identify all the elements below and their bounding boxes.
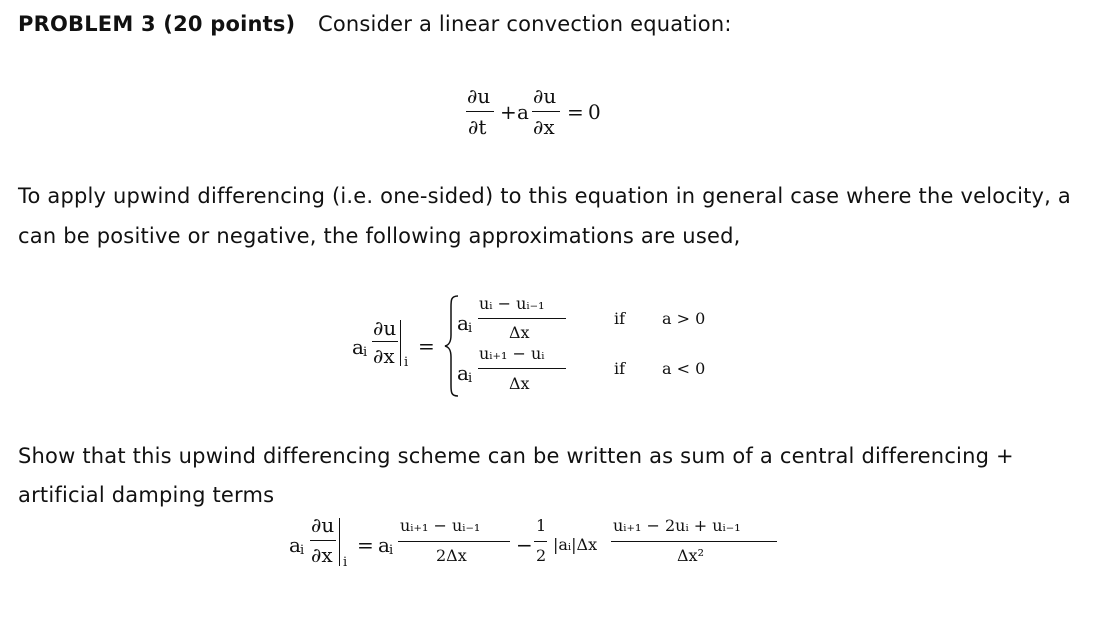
eq2-case1-denominator: Δx [509,323,530,342]
eq2-lhs-dx: ∂x [373,344,395,368]
eq2-lhs-a-subscript: i [363,345,368,360]
eq1-a: a [517,100,529,124]
eq3-half-fraction-bar [534,541,547,542]
eq1-equals: = [567,100,584,124]
eq2-case1-fraction-bar [478,318,566,319]
problem-title: PROBLEM 3 (20 points) [18,12,296,36]
eq1-fraction-bar-1 [466,111,494,112]
eq3-lhs-fraction-bar [310,540,336,541]
eq3-evaluation-bar [339,518,340,566]
eq2-evaluation-subscript: i [404,355,409,370]
eq1-du-dx-numerator: ∂u [533,84,557,108]
eq2-case1-if: if [614,309,626,328]
eq3-damping-coefficient: |aᵢ|Δx [553,535,598,554]
paragraph-2-line-1: Show that this upwind differencing scheme can be written as sum of a central differencing + [18,444,1014,468]
eq1-plus: + [500,100,517,124]
eq3-damping-denominator: Δx² [677,546,704,565]
eq3-minus: − [516,533,533,557]
eq3-half-numerator: 1 [536,516,547,535]
eq2-case1-a: a [457,311,469,335]
eq2-case1-condition: a > 0 [662,309,706,328]
eq3-equals: = [357,533,374,557]
eq2-case2-numerator: uᵢ₊₁ − uᵢ [479,344,545,363]
eq3-damping-numerator: uᵢ₊₁ − 2uᵢ + uᵢ₋₁ [613,516,741,535]
eq1-dx-denominator: ∂x [533,115,555,139]
eq3-lhs-a-subscript: i [300,543,305,558]
eq2-case1-numerator: uᵢ − uᵢ₋₁ [479,294,545,313]
eq2-case2-denominator: Δx [509,374,530,393]
eq1-zero: 0 [588,100,601,124]
eq3-damping-fraction-bar [611,541,777,542]
eq3-central-denominator: 2Δx [436,546,467,565]
eq3-lhs-dx: ∂x [311,543,333,567]
eq3-half-denominator: 2 [536,546,547,565]
eq3-central-fraction-bar [398,541,510,542]
eq2-case2-condition: a < 0 [662,359,706,378]
eq3-rhs-a-subscript: i [389,543,394,558]
eq2-case2-fraction-bar [478,368,566,369]
problem-intro: Consider a linear convection equation: [318,12,732,36]
eq3-lhs-du: ∂u [311,513,335,537]
paragraph-1-line-2: can be positive or negative, the following approximations are used, [18,224,741,248]
eq2-case1-a-subscript: i [468,321,473,336]
paragraph-1-line-1: To apply upwind differencing (i.e. one-sided) to this equation in general case where the velocity, a [18,184,1071,208]
eq2-lhs-a: a [352,335,364,359]
eq2-case2-a: a [457,361,469,385]
eq3-lhs-a: a [289,533,301,557]
eq2-case2-if: if [614,359,626,378]
paragraph-2-line-2: artificial damping terms [18,483,275,507]
eq2-case2-a-subscript: i [468,371,473,386]
eq1-du-dt-numerator: ∂u [467,84,491,108]
eq2-evaluation-bar [400,320,401,366]
eq3-central-numerator: uᵢ₊₁ − uᵢ₋₁ [400,516,481,535]
eq2-lhs-du: ∂u [373,316,397,340]
eq1-dt-denominator: ∂t [468,115,487,139]
eq3-evaluation-subscript: i [343,555,348,570]
eq2-equals: = [418,334,435,358]
eq1-fraction-bar-2 [532,111,560,112]
eq3-rhs-a: a [378,533,390,557]
eq2-lhs-fraction-bar [372,341,398,342]
